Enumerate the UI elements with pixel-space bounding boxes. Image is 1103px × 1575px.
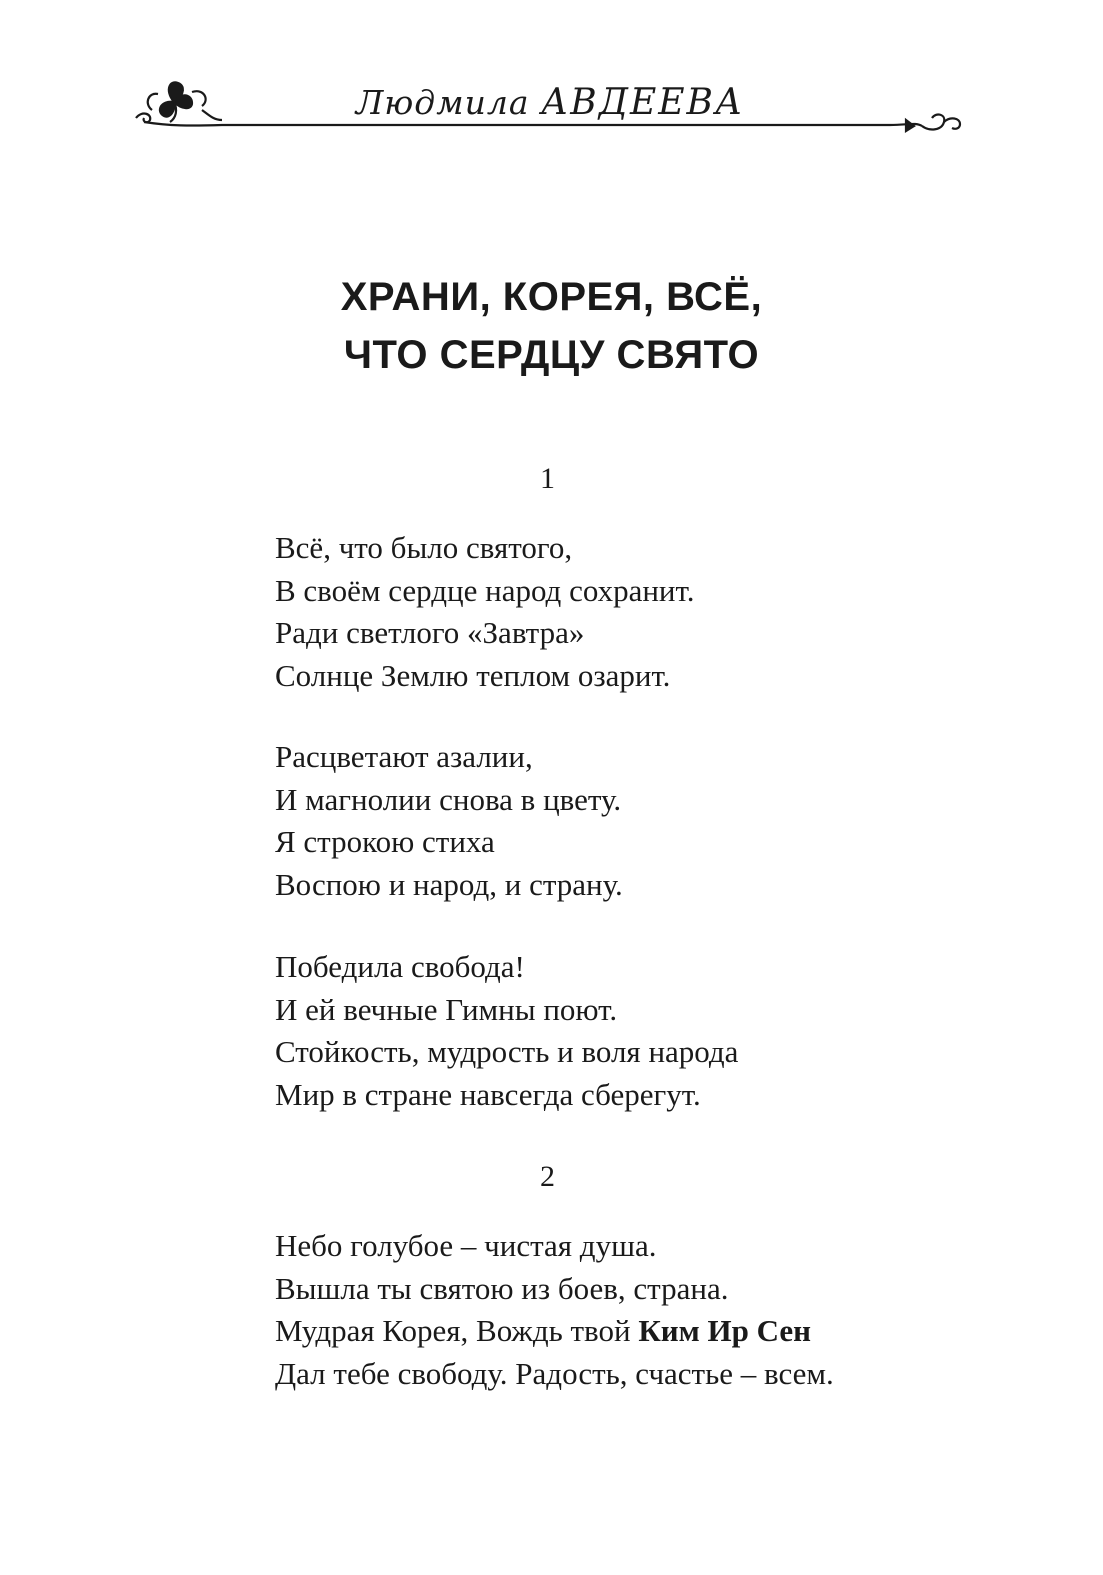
verse-line: Воспою и народ, и страну. [275,866,623,902]
title-line: ЧТО СЕРДЦУ СВЯТО [343,333,760,377]
verse-line: Я строкою стиха [275,824,495,859]
verse-line-text: Мудрая Корея, Вождь твой [275,1313,639,1348]
verse-line: Небо голубое – чистая душа. [275,1228,657,1263]
verse-line: Солнце Землю теплом озарит. [275,657,671,693]
verse-line: Ради светлого «Завтра» [275,615,585,650]
verse-line: Стойкость, мудрость и воля народа [275,1034,739,1069]
verse-line: Всё, что было святого, [275,530,573,565]
verse-line: В своём сердце народ сохранит. [275,572,695,608]
verse-line: Победила свобода! [275,949,525,984]
author-first-name: Людмила [355,83,530,122]
author-last-name: АВДЕЕВА [541,82,745,123]
verse-line: И магнолии снова в цвету. [275,781,622,817]
title-line: ХРАНИ, КОРЕЯ, ВСЁ, [340,275,763,319]
poem-title [0,268,1103,384]
verse-line: Вышла ты святою из боев, страна. [275,1270,729,1306]
stanza [275,527,694,697]
verse-line: Дал тебе свободу. Радость, счастье – всем. [275,1355,834,1391]
verse-line-mixed [275,1310,834,1353]
leader-name: Ким Ир Сен [638,1313,812,1348]
running-header [130,70,970,135]
stanza [275,736,623,906]
verse-line: И ей вечные Гимны поют. [275,991,618,1027]
author-name [130,82,970,123]
stanza [275,946,738,1116]
part-number: 1 [540,462,555,495]
stanza [275,1225,834,1395]
verse-line: Расцветают азалии, [275,739,533,774]
verse-line: Мир в стране навсегда сберегут. [275,1076,701,1112]
part-number: 2 [540,1160,555,1193]
